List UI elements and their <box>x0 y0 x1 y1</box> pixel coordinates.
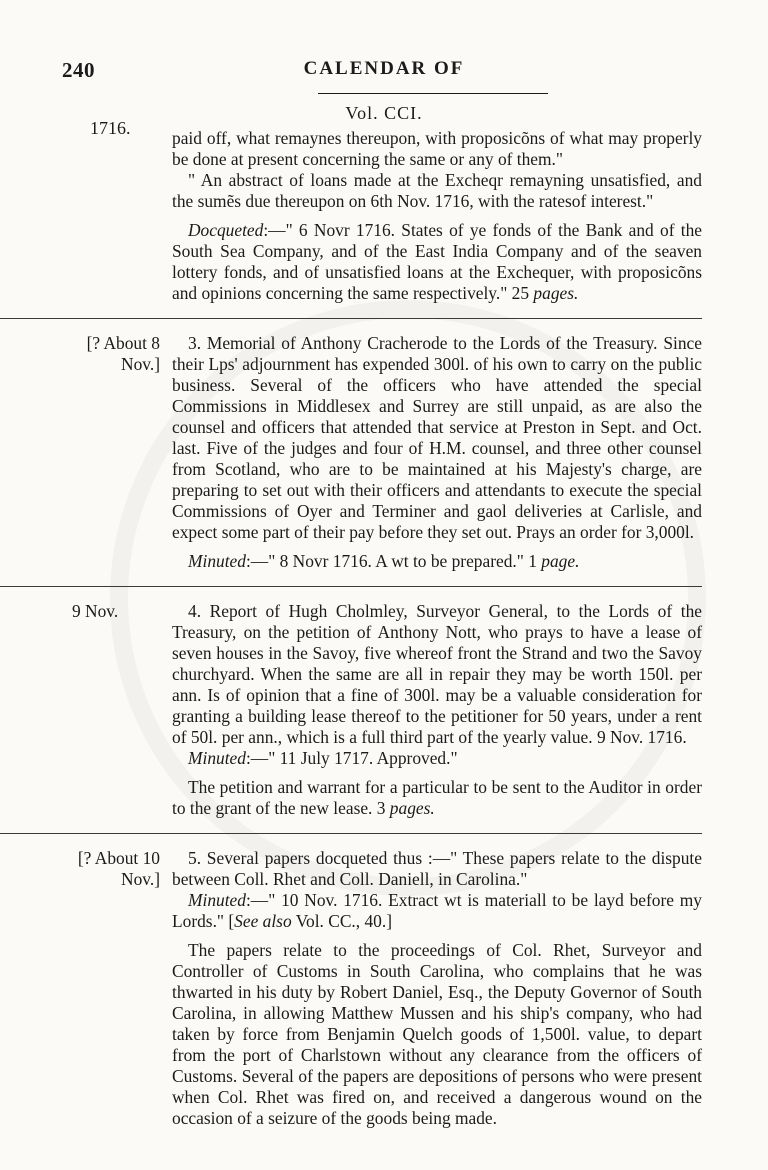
entry-4-note <box>172 777 702 819</box>
pages-label: page. <box>541 551 580 571</box>
entry-2-text: paid off, what remaynes thereupon, with proposicõns of what may properly be done at present concerning the same or any of them." <box>172 128 702 169</box>
entry-divider <box>0 586 702 587</box>
minuted-text: :—" 11 July 1717. Approved." <box>245 748 458 768</box>
calendar-body <box>72 128 702 1129</box>
entry-2-abstract: " An abstract of loans made at the Excheqr remayning unsatisfied, and the sumẽs due thereupon on 6th Nov. 1716, with the ratesof interest." <box>172 170 702 211</box>
entry-3-minuted <box>172 551 702 572</box>
header-rule <box>318 93 548 94</box>
minuted-label: Minuted <box>188 551 246 571</box>
entry-5 <box>77 848 702 1129</box>
entry-4-date: 9 Nov. <box>72 601 119 621</box>
volume-heading: Vol. CCI. <box>345 103 423 123</box>
entry-3-text: 3. Memorial of Anthony Cracherode to the Lords of the Treasury. Since their Lps' adjournment has expended 300l. of his own to carry on the public business. Several of the officers who have attended the special Commissions in Middlesex and Surrey are still unpaid, as are also the counsel and officers that attended that service at Preston in Sept. and Oct. last. Five of the judges and four of H.M. counsel, and three other counsel from Scotland, who are to be maintained at his Majesty's charge, are preparing to set out with their officers and attendants to execute the special Commissions of Oyer and Terminer and gaol deliveries at Carlisle, and expect some part of their pay before they set out. Prays an order for 3,000l. <box>172 333 702 542</box>
see-also-label: See also <box>234 911 292 931</box>
margin-year: 1716. <box>90 118 131 138</box>
docqueted-text: :—" 6 Novr 1716. States of ye fonds of the Bank and of the South Sea Company, and of the East India Company and of the seaven lottery fonds, and of unsatisfied loans at the Exchequer, with proposicõns and opinions concerning the same respectively." 25 <box>172 220 702 303</box>
entry-5-minuted <box>172 890 702 932</box>
entry-5-summary: The papers relate to the proceedings of Col. Rhet, Surveyor and Controller of Customs in South Carolina, who complains that he was thwarted in his duty by Robert Daniel, Esq., the Deputy Governor of South Carolina, in allowing Matthew Mussen and his ship's company, who had taken by force from Benjamin Quelch goods of 1,500l. value, to depart from the port of Charlstown without any clearance from the officers of Customs. Several of the papers are depositions of persons who were present when Col. Rhet was fired on, and received a dangerous wound on the occasion of a seizure of the goods being made. <box>172 940 702 1128</box>
pages-label: pages. <box>389 798 435 818</box>
page-number: 240 <box>62 58 95 82</box>
minuted-text: :—" 10 Nov. 1716. Extract wt is materiall to be layd before my Lords." [ <box>172 890 702 931</box>
pages-label: pages. <box>533 283 579 303</box>
entry-2-docqueted <box>172 220 702 304</box>
entry-2-continued <box>172 128 702 304</box>
entry-4 <box>72 601 702 819</box>
entry-4-text: 4. Report of Hugh Cholmley, Surveyor General, to the Lords of the Treasury, on the petition of Anthony Nott, who prays to have a lease of seven houses in the Savoy, five whereof front the Strand and two the Savoy churchyard. When the same are all in repair they may be worth 150l. per ann. Is of opinion that a fine of 300l. may be a valuable consideration for granting a building lease thereof to the petitioner for 50 years, under a rent of 50l. per ann., which is a full third part of the yearly value. 9 Nov. 1716. <box>172 601 702 747</box>
entry-divider <box>0 318 702 319</box>
entry-4-minuted <box>172 748 702 769</box>
entry-divider <box>0 833 702 834</box>
entry-5-date: [? About 10 Nov.] <box>77 848 160 889</box>
docqueted-label: Docqueted <box>188 220 264 240</box>
see-also-ref: Vol. CC., 40.] <box>291 911 392 931</box>
running-title: CALENDAR OF <box>303 58 465 79</box>
minuted-text: :—" 8 Novr 1716. A wt to be prepared." 1 <box>245 551 542 571</box>
entry-3 <box>86 333 702 572</box>
note-text: The petition and warrant for a particular to be sent to the Auditor in order to the grant of the new lease. 3 <box>172 777 702 818</box>
entry-5-text: 5. Several papers docqueted thus :—" These papers relate to the dispute between Coll. Rhet and Coll. Daniell, in Carolina." <box>172 848 702 889</box>
minuted-label: Minuted <box>188 890 246 910</box>
entry-3-date: [? About 8 Nov.] <box>86 333 160 374</box>
minuted-label: Minuted <box>188 748 246 768</box>
